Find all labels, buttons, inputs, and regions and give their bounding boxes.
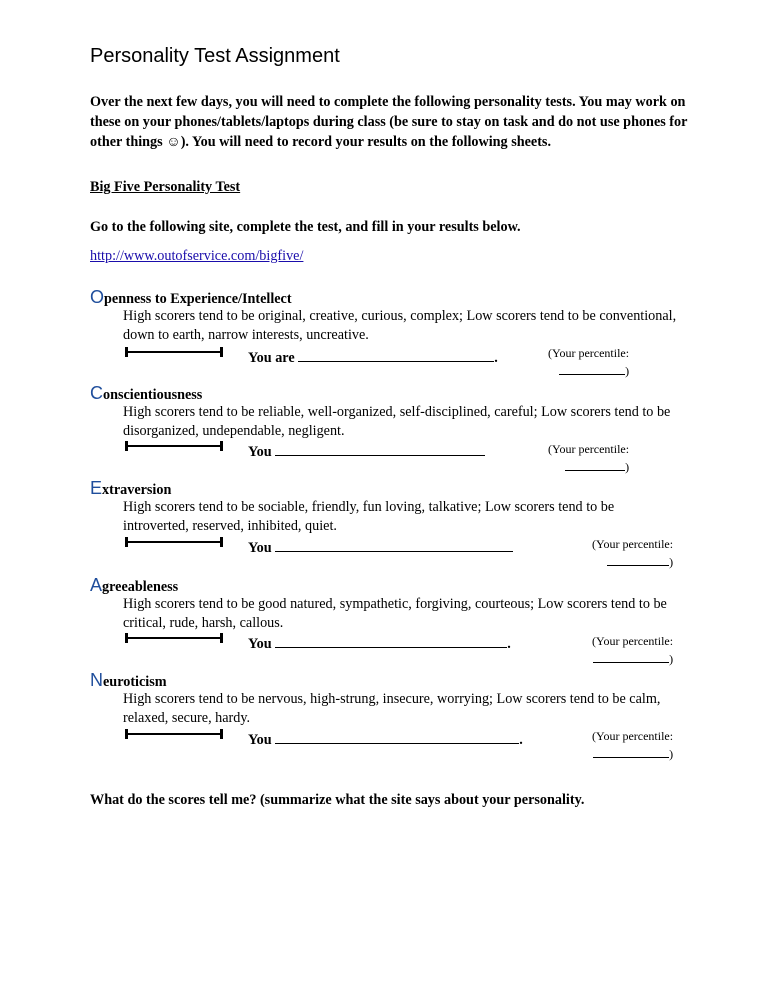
you-label: You are <box>248 350 295 366</box>
trait-initial: C <box>90 383 103 403</box>
percentile-field: (Your percentile: ) <box>548 442 630 474</box>
trait-title <box>90 575 178 596</box>
trait-description: High scorers tend to be original, creative, curious, complex; Low scorers tend to be conventional, down to earth, narrow interests, uncreative. <box>123 308 677 343</box>
scale-bar <box>125 633 223 643</box>
page-title: Personality Test Assignment <box>90 45 340 67</box>
trait-title-rest: penness to Experience/Intellect <box>104 291 292 307</box>
you-answer: You are . <box>248 347 498 367</box>
percentile-field: (Your percentile: ) <box>548 346 630 378</box>
scale-bar <box>125 347 223 357</box>
percentile-label: (Your percentile: <box>592 729 674 743</box>
trait-agreeableness <box>0 575 768 665</box>
answer-blank[interactable] <box>275 441 485 456</box>
scale-bar <box>125 441 223 451</box>
you-answer <box>248 441 485 461</box>
answer-blank[interactable] <box>275 633 507 648</box>
trait-title <box>90 383 202 404</box>
you-label: You <box>248 732 272 748</box>
trait-neuroticism <box>0 670 768 760</box>
trait-title <box>90 478 171 499</box>
percentile-field: (Your percentile: ) <box>592 729 674 761</box>
answer-blank[interactable] <box>298 347 494 362</box>
percentile-blank[interactable] <box>565 458 625 471</box>
percentile-label: (Your percentile: <box>548 442 630 456</box>
scale-bar <box>125 537 223 547</box>
summary-question: What do the scores tell me? (summarize what the site says about your personality. <box>90 792 585 808</box>
trait-conscientiousness <box>0 383 768 473</box>
percentile-blank[interactable] <box>559 362 625 375</box>
trait-initial: E <box>90 478 103 498</box>
percentile-blank[interactable] <box>593 650 669 663</box>
percentile-label: (Your percentile: <box>548 346 630 360</box>
trait-description: High scorers tend to be sociable, friendly, fun loving, talkative; Low scorers tend to be introverted, reserved, inhibited, quiet. <box>123 499 615 534</box>
you-answer: You . <box>248 729 523 749</box>
intro-paragraph: Over the next few days, you will need to complete the following personality tests. You may work on these on your phones/tablets/laptops during class (be sure to stay on task and do not use phones for other things ☺). You will need to record your results on the following sheets. <box>90 94 688 150</box>
percentile-blank[interactable] <box>593 745 669 758</box>
trait-title-rest: onscientiousness <box>103 387 203 403</box>
trait-initial: A <box>90 575 103 595</box>
bigfive-link[interactable]: http://www.outofservice.com/bigfive/ <box>90 248 304 264</box>
trait-title-rest: euroticism <box>103 674 167 690</box>
percentile-label: (Your percentile: <box>592 634 674 648</box>
answer-blank[interactable] <box>275 537 513 552</box>
you-label: You <box>248 444 272 460</box>
trait-title-rest: xtraversion <box>102 482 172 498</box>
trait-description: High scorers tend to be good natured, sympathetic, forgiving, courteous; Low scorers tend to be critical, rude, harsh, callous. <box>123 596 667 631</box>
instruction-text: Go to the following site, complete the test, and fill in your results below. <box>90 219 521 235</box>
trait-description: High scorers tend to be reliable, well-organized, self-disciplined, careful; Low scorers tend to be disorganized, undependable, negligent. <box>123 404 671 439</box>
percentile-field: (Your percentile: ) <box>592 634 674 666</box>
percentile-label: (Your percentile: <box>592 537 674 551</box>
answer-blank[interactable] <box>275 729 519 744</box>
you-answer <box>248 537 513 557</box>
you-answer: You . <box>248 633 511 653</box>
percentile-field: (Your percentile: ) <box>592 537 674 569</box>
you-label: You <box>248 540 272 556</box>
percentile-blank[interactable] <box>607 553 669 566</box>
section-heading: Big Five Personality Test <box>90 179 241 195</box>
trait-initial: N <box>90 670 103 690</box>
trait-description: High scorers tend to be nervous, high-strung, insecure, worrying; Low scorers tend to be calm, relaxed, secure, hardy. <box>123 691 661 726</box>
trait-extraversion <box>0 478 768 568</box>
trait-initial: O <box>90 287 105 307</box>
scale-bar <box>125 729 223 739</box>
trait-openness <box>0 287 768 377</box>
trait-title <box>90 287 292 308</box>
trait-title <box>90 670 167 691</box>
you-label: You <box>248 636 272 652</box>
trait-title-rest: greeableness <box>102 579 179 595</box>
